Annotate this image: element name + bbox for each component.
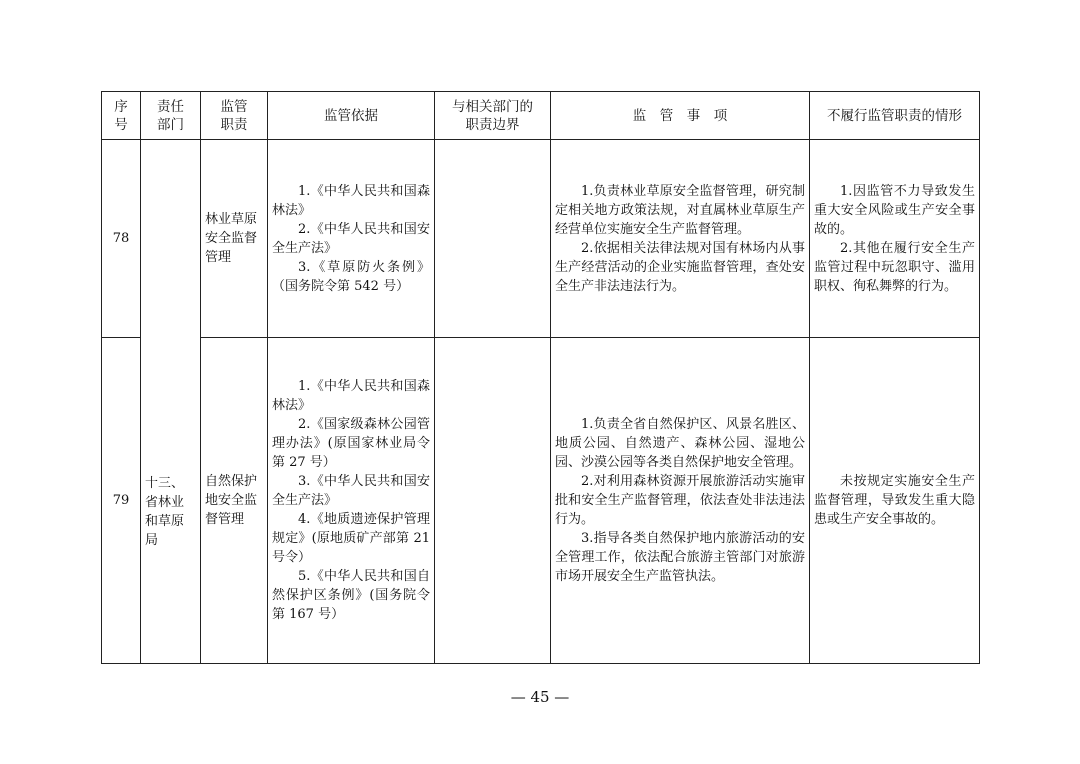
header-boundary-label: 与相关部门的 职责边界 [452,98,533,133]
header-boundary [435,92,551,140]
dept-label: 十三、省林业和草原局 [145,475,185,548]
duty-table [101,91,980,664]
row-seq: 78 [102,140,141,338]
row-boundary [435,338,551,664]
item-entry: 2.依据相关法律法规对国有林场内从事生产经营活动的企业实施监督管理，查处安全生产非法违法行为。 [555,240,805,294]
item-entry: 1.负责林业草原安全监督管理，研究制定相关地方政策法规，对直属林业草原生产经营单位实施安全生产监督管理。 [555,183,805,237]
header-items: 监 管 事 项 [551,92,810,140]
row-failure [810,338,980,664]
basis-item: 3.《草原防火条例》（国务院令第 542 号） [272,259,430,294]
header-duty [201,92,268,140]
page-number: — 45 — [510,688,570,706]
item-entry: 2.对利用森林资源开展旅游活动实施审批和安全生产监督管理，依法查处非法违法行为。 [555,474,805,527]
header-failure: 不履行监管职责的情形 [810,92,980,140]
row-boundary [435,140,551,338]
basis-item: 1.《中华人民共和国森林法》 [272,379,430,413]
header-row [102,92,980,140]
header-basis: 监管依据 [268,92,435,140]
row-seq: 79 [102,338,141,664]
basis-item: 3.《中华人民共和国安全生产法》 [272,474,430,508]
dept-cell [141,140,201,664]
basis-item: 2.《国家级森林公园管理办法》(原国家林业局令第 27 号） [272,417,430,470]
basis-item: 1.《中华人民共和国森林法》 [272,183,430,218]
failure-entry: 2.其他在履行安全生产监管过程中玩忽职守、滥用职权、徇私舞弊的行为。 [814,240,975,294]
row-duty: 自然保护地安全监督管理 [201,338,268,664]
basis-item: 5.《中华人民共和国自然保护区条例》(国务院令第 167 号） [272,569,430,622]
header-duty-label: 监管 职责 [220,98,248,133]
row-items [551,140,810,338]
item-entry: 1.负责全省自然保护区、风景名胜区、地质公园、自然遗产、森林公园、湿地公园、沙漠公园等各类自然保护地安全管理。 [555,417,805,470]
table-row [102,338,980,664]
header-seq-label: 序 号 [114,98,128,133]
row-items [551,338,810,664]
basis-item: 4.《地质遗迹保护管理规定》(原地质矿产部第 21 号令） [272,512,430,565]
basis-item: 2.《中华人民共和国安全生产法》 [272,221,430,256]
table-row [102,140,980,338]
failure-entry: 未按规定实施安全生产监督管理，导致发生重大隐患或生产安全事故的。 [814,474,975,527]
row-duty: 林业草原安全监督管理 [201,140,268,338]
row-failure [810,140,980,338]
failure-entry: 1.因监管不力导致发生重大安全风险或生产安全事故的。 [814,183,975,237]
row-basis [268,140,435,338]
header-dept [141,92,201,140]
header-seq [102,92,141,140]
row-basis [268,338,435,664]
header-dept-label: 责任 部门 [157,98,184,133]
item-entry: 3.指导各类自然保护地内旅游活动的安全管理工作，依法配合旅游主管部门对旅游市场开展安全生产监管执法。 [555,531,805,584]
